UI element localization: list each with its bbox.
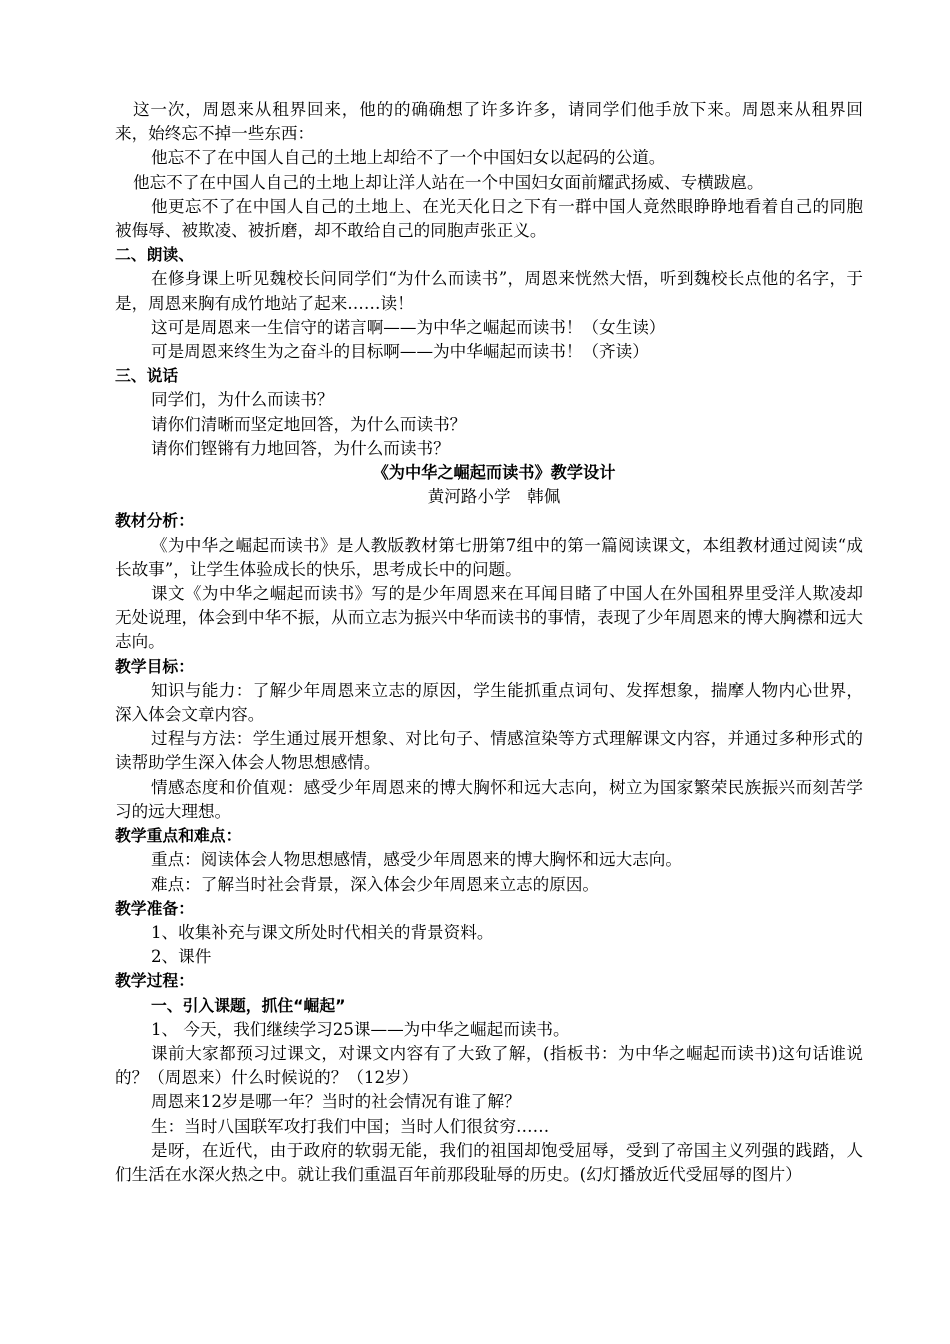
section-heading: 教学目标：: [115, 656, 194, 676]
section-heading: 二、朗读、: [115, 245, 194, 265]
subsection-heading: 一、引入课题，抓住“崛起”: [151, 995, 346, 1015]
paragraph: 是呀，在近代，由于政府的软弱无能，我们的祖国却饱受屈辱，受到了帝国主义列强的践踏，人们生活在水深火热之中。就让我们重温百年前那段耻辱的历史。(幻灯播放近代受屈辱的图片）: [115, 1140, 863, 1184]
paragraph: 请你们铿锵有力地回答，为什么而读书？: [151, 438, 450, 458]
section-heading: 三、说话: [115, 366, 179, 386]
list-item: 1、收集补充与课文所处时代相关的背景资料。: [151, 922, 494, 942]
paragraph: 同学们，为什么而读书？: [151, 390, 334, 410]
paragraph: 1、 今天，我们继续学习25课——为中华之崛起而读书。: [151, 1019, 570, 1039]
paragraph: 情感态度和价值观：感受少年周恩来的博大胸怀和远大志向，树立为国家繁荣民族振兴而刻苦学习的远大理想。: [115, 777, 863, 821]
paragraph: 请你们清晰而坚定地回答，为什么而读书？: [151, 414, 467, 434]
section-heading: 教材分析：: [115, 511, 194, 531]
paragraph: 这一次，周恩来从租界回来，他的的确确想了许多许多，请同学们他手放下来。周恩来从租界回来，始终忘不掉一些东西：: [115, 100, 863, 144]
paragraph: 课文《为中华之崛起而读书》写的是少年周恩来在耳闻目睹了中国人在外国租界里受洋人欺凌却无处说理，体会到中华不振，从而立志为振兴中华而读书的事情，表现了少年周恩来的博大胸襟和远大志向。: [115, 584, 863, 652]
paragraph: 这可是周恩来一生信守的诺言啊——为中华之崛起而读书！（女生读）: [151, 317, 666, 337]
paragraph: 他忘不了在中国人自己的土地上却让洋人站在一个中国妇女面前耀武扬威、专横跋扈。: [133, 172, 764, 192]
section-heading: 教学过程：: [115, 971, 194, 991]
section-heading: 教学准备：: [115, 898, 194, 918]
list-item: 2、课件: [151, 947, 212, 967]
paragraph: 知识与能力：了解少年周恩来立志的原因，学生能抓重点词句、发挥想象，揣摩人物内心世界，深入体会文章内容。: [115, 680, 863, 725]
paragraph: 在修身课上听见魏校长问同学们“为什么而读书”，周恩来恍然大悟，听到魏校长点他的名字，于是，周恩来胸有成竹地站了起来……读！: [115, 269, 863, 313]
document-author: 黄河路小学 韩佩: [427, 487, 561, 507]
paragraph: 课前大家都预习过课文，对课文内容有了大致了解，(指板书：为中华之崛起而读书)这句话谁说的？（周恩来）什么时候说的？（12岁）: [115, 1043, 863, 1088]
paragraph: 他忘不了在中国人自己的土地上却给不了一个中国妇女以起码的公道。: [151, 148, 666, 168]
paragraph: 重点：阅读体会人物思想感情，感受少年周恩来的博大胸怀和远大志向。: [151, 850, 682, 870]
paragraph: 生：当时八国联军攻打我们中国；当时人们很贫穷……: [151, 1116, 550, 1136]
paragraph: 可是周恩来终生为之奋斗的目标啊——为中华崛起而读书！（齐读）: [151, 342, 649, 362]
paragraph: 难点：了解当时社会背景，深入体会少年周恩来立志的原因。: [151, 874, 600, 894]
paragraph: 过程与方法：学生通过展开想象、对比句子、情感渲染等方式理解课文内容，并通过多种形式的读帮助学生深入体会人物思想感情。: [115, 729, 863, 773]
section-heading: 教学重点和难点：: [115, 826, 242, 846]
paragraph: 《为中华之崛起而读书》是人教版教材第七册第7组中的第一篇阅读课文，本组教材通过阅读“成长故事”，让学生体验成长的快乐，思考成长中的问题。: [115, 535, 863, 579]
document-title: 《为中华之崛起而读书》教学设计: [372, 463, 616, 483]
paragraph: 周恩来12岁是哪一年？当时的社会情况有谁了解？: [151, 1092, 521, 1112]
paragraph: 他更忘不了在中国人自己的土地上、在光天化日之下有一群中国人竟然眼睁睁地看着自己的同胞被侮辱、被欺凌、被折磨，却不敢给自己的同胞声张正义。: [115, 196, 863, 241]
document-page: [115, 98, 863, 1187]
